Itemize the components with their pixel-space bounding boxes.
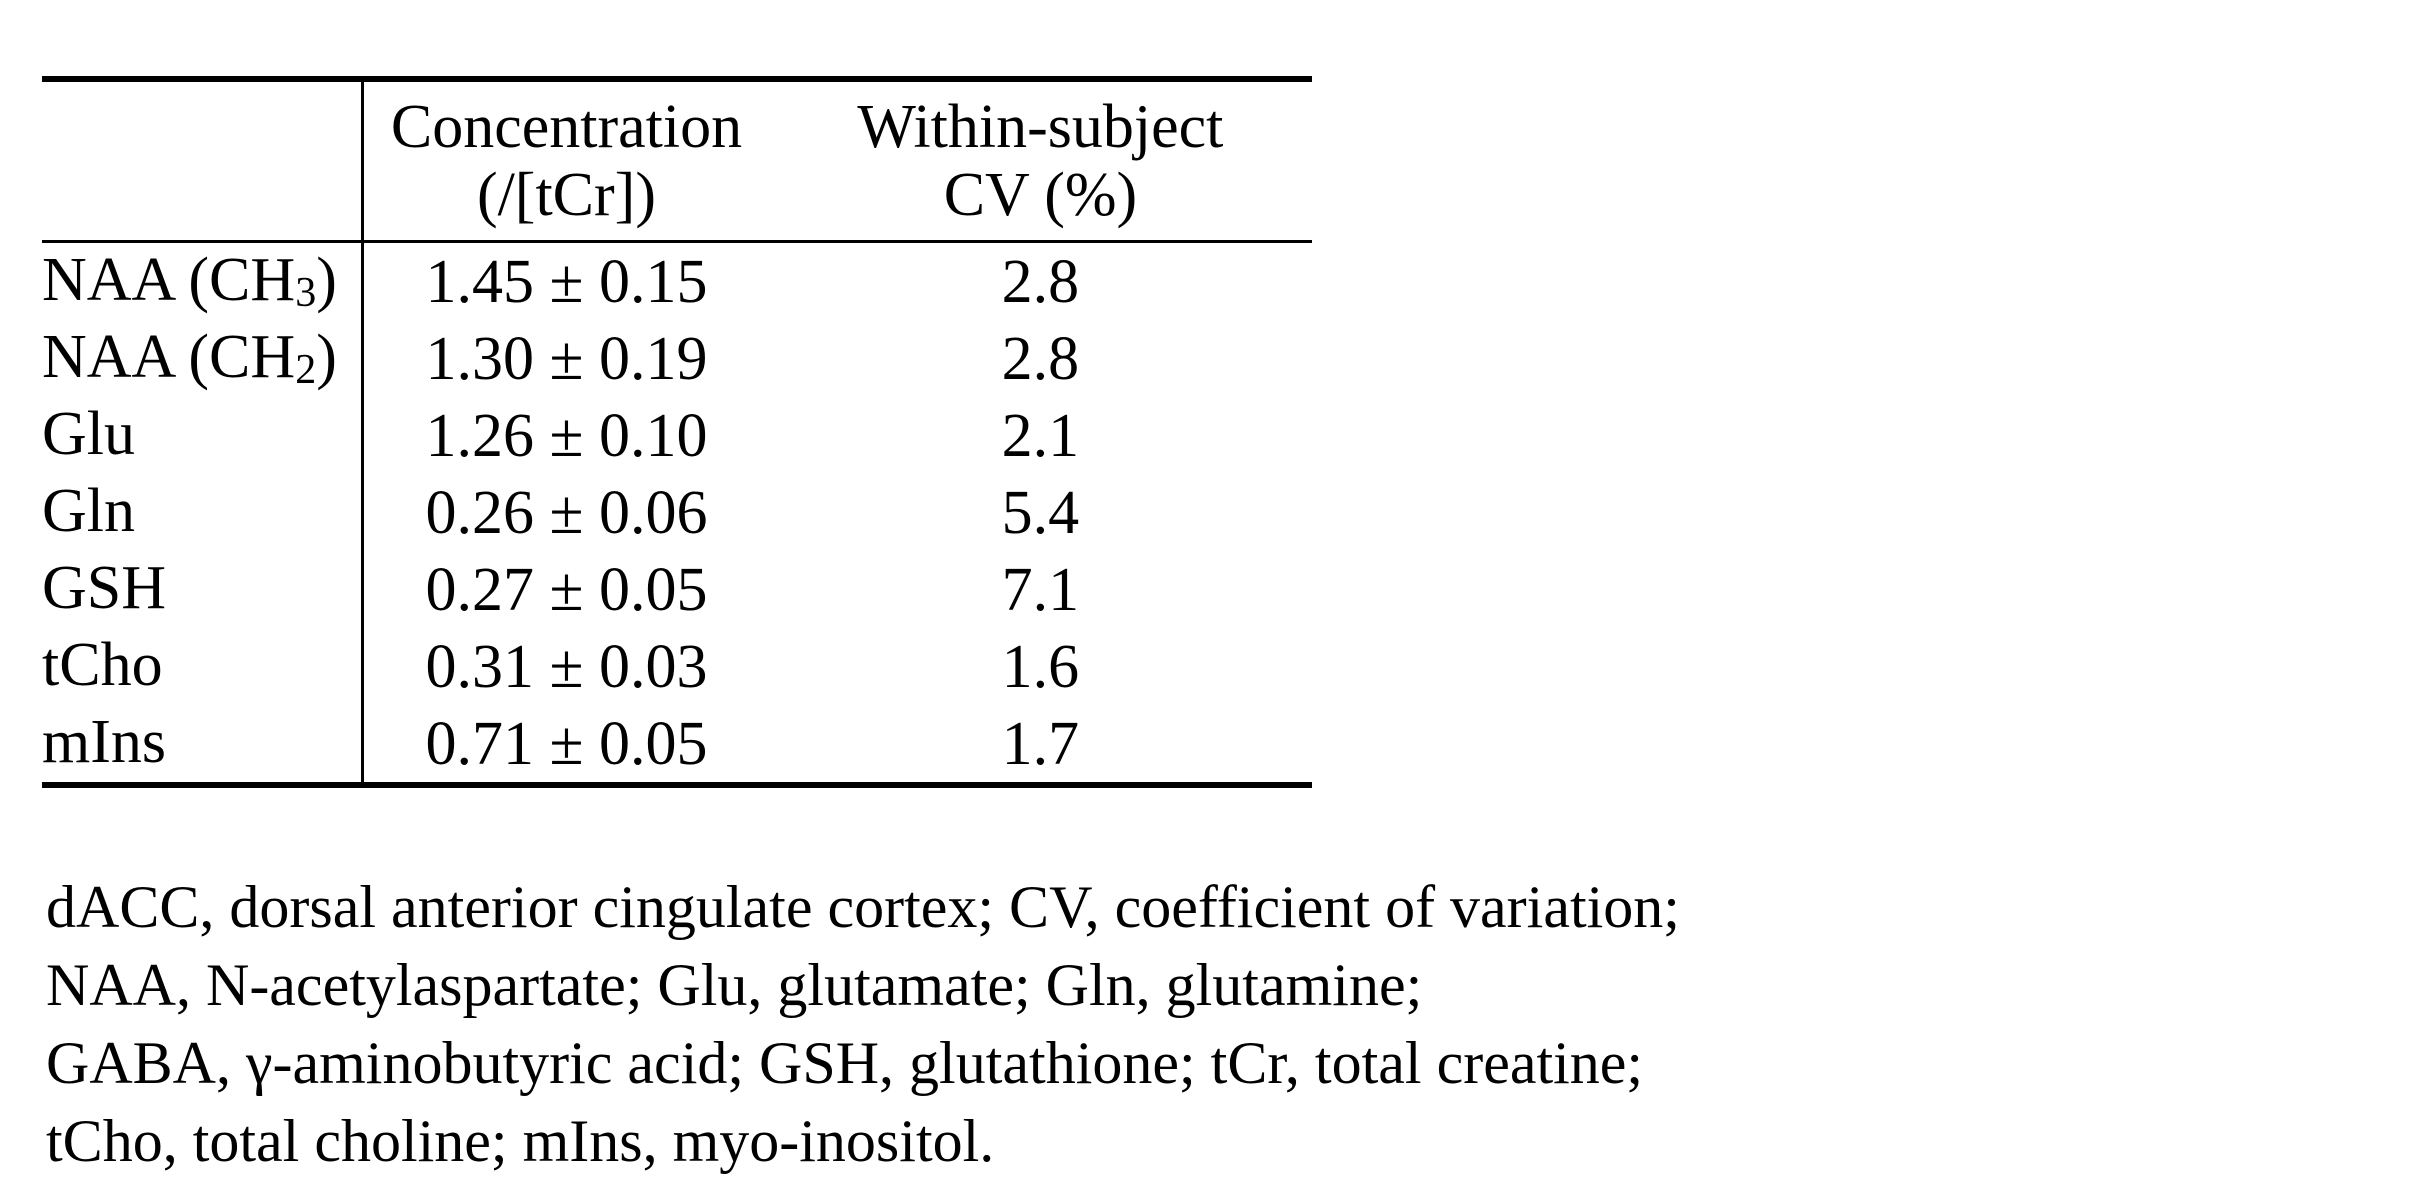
row-cv: 1.7	[1001, 709, 1080, 778]
footnote-line: dACC, dorsal anterior cingulate cortex; CV, coefficient of variation;	[46, 874, 1680, 940]
table-row	[42, 474, 1312, 551]
table-row	[42, 705, 1312, 785]
table-body	[42, 242, 1312, 786]
row-concentration: 0.26 ± 0.06	[425, 478, 708, 547]
row-name	[42, 628, 363, 705]
metabolite-table	[42, 76, 1312, 788]
row-name-text: Gln	[42, 477, 135, 545]
table-row	[42, 551, 1312, 628]
row-name-text: GSH	[42, 554, 167, 622]
row-name-suffix: )	[316, 323, 337, 391]
header-cv-line1: Within-subject	[857, 93, 1224, 161]
row-name-suffix: )	[316, 246, 337, 314]
row-name-text: NAA (CH	[42, 323, 296, 391]
row-cv: 2.8	[1001, 324, 1080, 393]
row-name-subscript: 2	[295, 347, 317, 393]
row-name	[42, 474, 363, 551]
row-cv: 1.6	[1001, 632, 1080, 701]
row-concentration: 0.27 ± 0.05	[425, 555, 708, 624]
row-name-text: mIns	[42, 708, 166, 776]
row-concentration: 1.30 ± 0.19	[425, 324, 708, 393]
header-name	[42, 79, 363, 242]
table-header-row	[42, 79, 1312, 242]
footnote-line: GABA, γ-aminobutyric acid; GSH, glutathione; tCr, total creatine;	[46, 1030, 1644, 1096]
header-cv	[769, 79, 1312, 242]
footnote-line: tCho, total choline; mIns, myo-inositol.	[46, 1108, 995, 1174]
row-cv: 5.4	[1001, 478, 1080, 547]
row-name	[42, 705, 363, 785]
row-name	[42, 242, 363, 321]
row-name-text: Glu	[42, 400, 135, 468]
table-row	[42, 320, 1312, 397]
header-concentration-line1: Concentration	[390, 93, 743, 161]
metabolite-table-container	[42, 76, 1312, 788]
row-cv: 2.8	[1001, 247, 1080, 316]
header-cv-line2: CV (%)	[943, 161, 1138, 229]
header-concentration	[363, 79, 769, 242]
header-concentration-line2: (/[tCr])	[476, 161, 656, 229]
row-concentration: 1.45 ± 0.15	[425, 247, 708, 316]
row-cv: 7.1	[1001, 555, 1080, 624]
row-name	[42, 551, 363, 628]
table-row	[42, 242, 1312, 321]
table-row	[42, 628, 1312, 705]
row-name-text: NAA (CH	[42, 246, 296, 314]
row-concentration: 0.71 ± 0.05	[425, 709, 708, 778]
row-name-text: tCho	[42, 631, 163, 699]
row-concentration: 1.26 ± 0.10	[425, 401, 708, 470]
row-cv: 2.1	[1001, 401, 1080, 470]
table-footnote	[46, 868, 1680, 1180]
row-name	[42, 397, 363, 474]
row-concentration: 0.31 ± 0.03	[425, 632, 708, 701]
row-name-subscript: 3	[295, 270, 317, 316]
footnote-line: NAA, N-acetylaspartate; Glu, glutamate; Gln, glutamine;	[46, 952, 1423, 1018]
table-row	[42, 397, 1312, 474]
row-name	[42, 320, 363, 397]
